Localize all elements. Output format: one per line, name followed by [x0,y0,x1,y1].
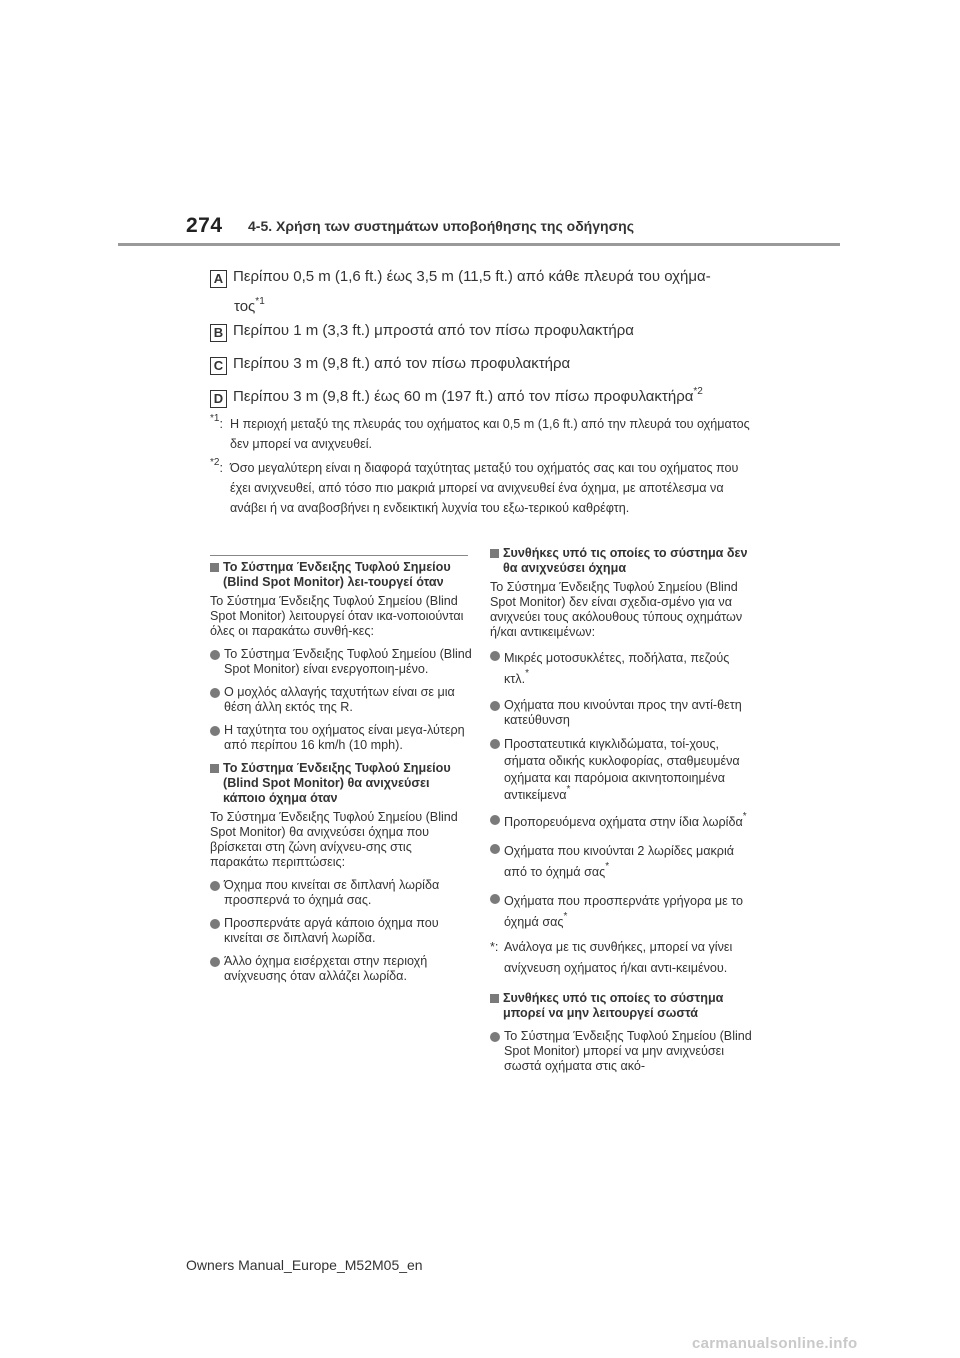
manual-id: Owners Manual_Europe_M52M05_en [186,1257,423,1273]
list-item: Μικρές μοτοσυκλέτες, ποδήλατα, πεζούς κτλ.* [490,648,752,690]
watermark: carmanualsonline.info [692,1335,858,1352]
square-bullet-icon [210,563,219,572]
list-item: Ο μοχλός αλλαγής ταχυτήτων είναι σε μια θέση άλλη εκτός της R. [210,685,472,715]
footnote-1 [210,414,750,454]
list-item: Οχήματα που κινούνται 2 λωρίδες μακριά από το όχημά σας* [490,841,752,883]
square-bullet-icon [210,764,219,773]
footnote-sep: : [219,461,223,475]
list-item: Προσπερνάτε αργά κάποιο όχημα που κινείται σε διπλανή λωρίδα. [210,916,472,946]
list-item: Το Σύστημα Ένδειξης Τυφλού Σημείου (Blind Spot Monitor) μπορεί να μην ανιχνεύσει σωστά οχήματα στις ακό- [490,1029,752,1074]
paragraph: Το Σύστημα Ένδειξης Τυφλού Σημείου (Blind Spot Monitor) δεν είναι σχεδια-σμένο για να ανιχνεύει τους ακόλουθους τύπους οχημάτων ή/και αντικειμένων: [490,580,743,639]
zone-definition-text: Περίπου 3 m (9,8 ft.) έως 60 m (197 ft.) από τον πίσω προφυλακτήρα [233,388,694,405]
asterisk-note [490,937,752,979]
footnote-text: Όσο μεγαλύτερη είναι η διαφορά ταχύτητας μεταξύ του οχήματός σας και του οχήματος που έχει ανιχνευθεί, από τόσο πιο μακριά μπορεί να ανιχνευθεί ένα όχημα, με αποτέλεσμα να ανάβει ή να αναβοσβήνει η ενδεικτική λυχνία του εξω-τερικού καθρέφτη. [230,461,739,515]
section-heading: Το Σύστημα Ένδειξης Τυφλού Σημείου (Blind Spot Monitor) θα ανιχνεύσει κάποιο όχημα όταν [210,761,472,806]
zone-definition-d [210,382,703,412]
section-heading: Το Σύστημα Ένδειξης Τυφλού Σημείου (Blind Spot Monitor) λει-τουργεί όταν [210,560,472,590]
zone-label-box: C [210,357,227,375]
zone-definition-text: Περίπου 3 m (9,8 ft.) από τον πίσω προφυλακτήρα [233,355,571,372]
round-bullet-icon [210,650,220,660]
round-bullet-icon [210,919,220,929]
footnote-mark: *2 [210,457,220,468]
zone-definition-b [210,316,634,346]
list-item: Προστατευτικά κιγκλιδώματα, τοί-χους, σήματα οδικής κυκλοφορίας, σταθμευμένα οχήματα και παρόμοια ακινητοποιημένα αντικείμενα* [490,736,752,804]
header-rule [118,243,840,246]
left-column [210,560,472,984]
footnote-sep: : [219,417,223,431]
round-bullet-icon [210,881,220,891]
footnote-ref: *2 [693,386,703,397]
round-bullet-icon [490,1032,500,1042]
round-bullet-icon [490,894,500,904]
round-bullet-icon [490,651,500,661]
footnote-2 [210,458,750,518]
zone-definition-a [210,262,711,322]
round-bullet-icon [210,726,220,736]
footnote-mark: *1 [210,413,220,424]
zone-definition-text: Περίπου 0,5 m (1,6 ft.) έως 3,5 m (11,5 ft.) από κάθε πλευρά του οχήμα- [233,268,711,285]
square-bullet-icon [490,994,499,1003]
list-item: Όχημα που κινείται σε διπλανή λωρίδα προσπερνά το όχημά σας. [210,878,472,908]
page-number: 274 [186,214,223,237]
zone-definition-text: Περίπου 1 m (3,3 ft.) μπροστά από τον πίσω προφυλακτήρα [233,322,634,339]
note-mark: *: [490,940,499,954]
paragraph: Το Σύστημα Ένδειξης Τυφλού Σημείου (Blind Spot Monitor) θα ανιχνεύσει όχημα που βρίσκεται στη ζώνη ανίχνευ-σης στις παρακάτω περιπτώσεις: [210,810,458,869]
zone-label-box: A [210,270,227,288]
list-item: Η ταχύτητα του οχήματος είναι μεγα-λύτερη από περίπου 16 km/h (10 mph). [210,723,472,753]
zone-label-box: B [210,324,227,342]
list-item: Οχήματα που προσπερνάτε γρήγορα με το όχημά σας* [490,891,752,933]
round-bullet-icon [210,688,220,698]
list-item: Το Σύστημα Ένδειξης Τυφλού Σημείου (Blind Spot Monitor) είναι ενεργοποιη-μένο. [210,647,472,677]
list-item: Προπορευόμενα οχήματα στην ίδια λωρίδα* [490,812,752,833]
column-rule [210,555,468,556]
list-item: Άλλο όχημα εισέρχεται στην περιοχή ανίχνευσης όταν αλλάζει λωρίδα. [210,954,472,984]
round-bullet-icon [490,844,500,854]
note-text: Ανάλογα με τις συνθήκες, μπορεί να γίνει ανίχνευση οχήματος ή/και αντι-κειμένου. [504,940,733,975]
right-column [490,546,752,1074]
paragraph: Το Σύστημα Ένδειξης Τυφλού Σημείου (Blind Spot Monitor) λειτουργεί όταν ικα-νοποιούνται όλες οι παρακάτω συνθή-κες: [210,594,464,638]
section-heading: Συνθήκες υπό τις οποίες το σύστημα δεν θα ανιχνεύσει όχημα [490,546,752,576]
zone-definition-text-cont: τος [234,298,256,315]
round-bullet-icon [490,701,500,711]
round-bullet-icon [490,739,500,749]
section-heading: Συνθήκες υπό τις οποίες το σύστημα μπορεί να μην λειτουργεί σωστά [490,991,752,1021]
round-bullet-icon [490,815,500,825]
zone-label-box: D [210,390,227,408]
footnote-ref: *1 [255,296,265,307]
footnote-text: Η περιοχή μεταξύ της πλευράς του οχήματος και 0,5 m (1,6 ft.) από την πλευρά του οχήματος δεν μπορεί να ανιχνευθεί. [230,417,750,451]
section-title: 4-5. Χρήση των συστημάτων υποβοήθησης της οδήγησης [248,218,634,234]
zone-definition-c [210,349,570,379]
list-item: Οχήματα που κινούνται προς την αντί-θετη κατεύθυνση [490,698,752,728]
square-bullet-icon [490,549,499,558]
round-bullet-icon [210,957,220,967]
